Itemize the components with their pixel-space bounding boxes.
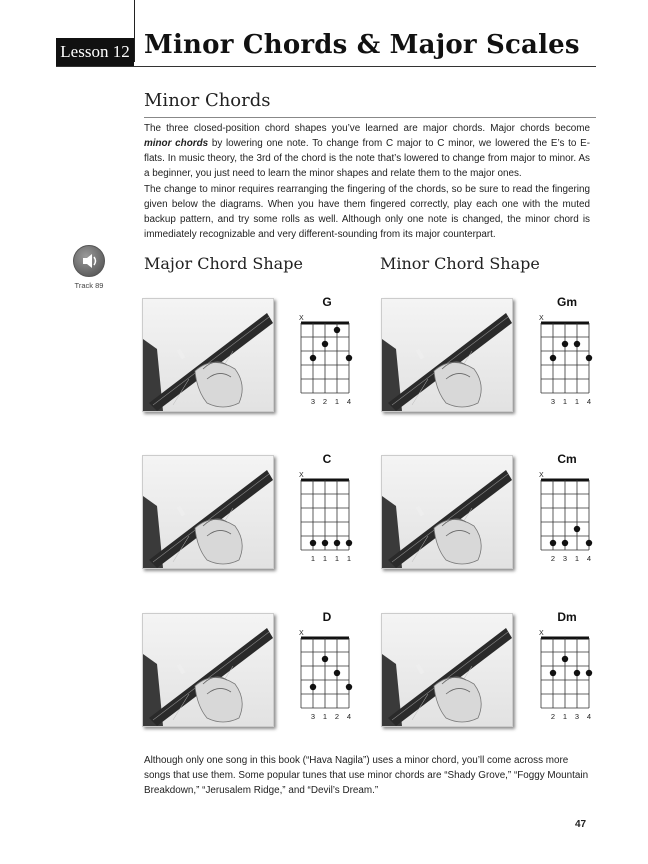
- finger-dot: [574, 526, 580, 532]
- title-rule: [56, 66, 596, 67]
- finger-number: 1: [574, 397, 580, 406]
- finger-number: 4: [586, 554, 592, 563]
- finger-number: 1: [334, 554, 340, 563]
- chord-name: Gm: [556, 295, 577, 309]
- chord-photo-d: [142, 613, 274, 727]
- chord-diagram-c: [291, 452, 363, 572]
- finger-number: 1: [562, 397, 568, 406]
- finger-number: 2: [550, 554, 556, 563]
- audio-track[interactable]: [66, 245, 112, 290]
- finger-number: 4: [586, 712, 592, 721]
- finger-dot: [550, 670, 556, 676]
- page-number: 47: [575, 819, 587, 830]
- finger-number: 1: [334, 397, 340, 406]
- intro-paragraph: The three closed-position chord shapes you’ve learned are major chords. Major chords become minor chords by lowering one note. To change from C major to C minor, we lowered the E’s to E-flats. In music theory, the 3rd of the chord is the note that’s lowered to change from major to minor. As a beginner, you just need to learn the minor shapes and relate them to the major ones.: [144, 123, 590, 179]
- minor-chord-heading: Minor Chord Shape: [380, 254, 540, 273]
- chord-photo-c: [142, 455, 274, 569]
- finger-number: 2: [550, 712, 556, 721]
- chord-name: Dm: [557, 610, 577, 624]
- finger-dot: [310, 355, 316, 361]
- chord-diagram-d: [291, 610, 363, 730]
- finger-dot: [586, 670, 592, 676]
- finger-dot: [550, 540, 556, 546]
- chord-diagram-gm: [531, 295, 603, 415]
- chord-diagram-g: [291, 295, 363, 415]
- finger-number: 1: [574, 554, 580, 563]
- fingering-paragraph: The change to minor requires rearranging the fingering of the chords, so be sure to read the fingering given below the diagrams. When you have them fingered correctly, play each one with the muted backup pattern, and try some rolls as well. Although only one note is changed, the minor chord is immediately recognizable and very different-sounding from its major counterpart.: [144, 184, 590, 240]
- finger-dot: [322, 656, 328, 662]
- muted-string-marker: X: [539, 472, 544, 479]
- finger-number: 3: [562, 554, 568, 563]
- finger-number: 1: [322, 712, 328, 721]
- chord-name: Cm: [557, 452, 577, 466]
- chord-photo-cm: [381, 455, 513, 569]
- finger-dot: [346, 355, 352, 361]
- chord-photo-dm: [381, 613, 513, 727]
- finger-number: 3: [310, 712, 316, 721]
- finger-dot: [334, 327, 340, 333]
- finger-number: 4: [586, 397, 592, 406]
- finger-number: 1: [562, 712, 568, 721]
- muted-string-marker: X: [299, 315, 304, 322]
- chord-name: G: [322, 295, 332, 309]
- finger-dot: [562, 656, 568, 662]
- finger-dot: [574, 341, 580, 347]
- speaker-icon[interactable]: [73, 245, 105, 277]
- finger-dot: [550, 355, 556, 361]
- finger-dot: [334, 540, 340, 546]
- finger-number: 2: [334, 712, 340, 721]
- finger-dot: [586, 355, 592, 361]
- chord-photo-gm: [381, 298, 513, 412]
- finger-number: 3: [310, 397, 316, 406]
- muted-string-marker: X: [539, 630, 544, 637]
- section-title: Minor Chords: [144, 90, 271, 111]
- chord-name: C: [322, 452, 332, 466]
- lesson-label: Lesson 12: [56, 38, 134, 66]
- finger-dot: [586, 540, 592, 546]
- page-title: Minor Chords & Major Scales: [144, 30, 580, 60]
- finger-dot: [310, 540, 316, 546]
- finger-number: 2: [322, 397, 328, 406]
- finger-dot: [346, 540, 352, 546]
- finger-number: 1: [322, 554, 328, 563]
- finger-dot: [334, 670, 340, 676]
- chord-photo-g: [142, 298, 274, 412]
- track-label: Track 89: [74, 281, 104, 290]
- muted-string-marker: X: [299, 630, 304, 637]
- muted-string-marker: X: [539, 315, 544, 322]
- finger-number: 1: [346, 554, 352, 563]
- finger-dot: [346, 684, 352, 690]
- finger-dot: [322, 341, 328, 347]
- finger-dot: [322, 540, 328, 546]
- finger-number: 3: [550, 397, 556, 406]
- section-rule: [144, 117, 596, 118]
- finger-dot: [562, 540, 568, 546]
- chord-name: D: [322, 610, 332, 624]
- major-chord-heading: Major Chord Shape: [144, 254, 303, 273]
- footer-paragraph: Although only one song in this book (“Hava Nagila”) uses a minor chord, you’ll come across more songs that use them. Some popular tunes that use minor chords are “Shady Grove,” “Foggy Mountain Breakdown,” “Jerusalem Ridge,” and “Devil’s Dream.”: [144, 755, 589, 796]
- finger-dot: [310, 684, 316, 690]
- finger-dot: [574, 670, 580, 676]
- finger-number: 4: [346, 397, 352, 406]
- chord-diagram-dm: [531, 610, 603, 730]
- finger-number: 1: [310, 554, 316, 563]
- finger-number: 4: [346, 712, 352, 721]
- finger-dot: [562, 341, 568, 347]
- chord-diagram-cm: [531, 452, 603, 572]
- finger-number: 3: [574, 712, 580, 721]
- muted-string-marker: X: [299, 472, 304, 479]
- header-vertical-rule: [134, 0, 135, 62]
